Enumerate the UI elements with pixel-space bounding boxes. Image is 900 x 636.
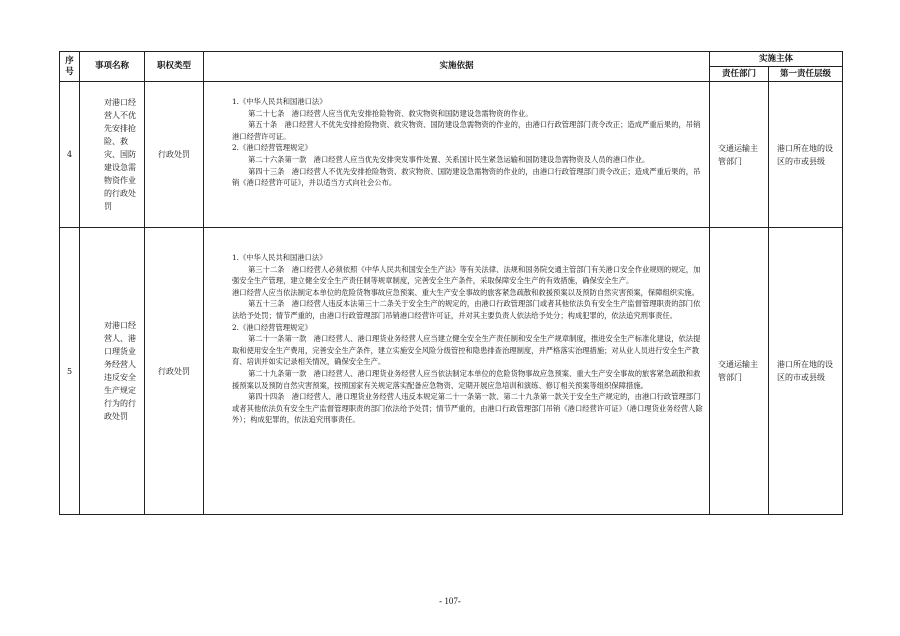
row-dept: 交通运输主管部门: [710, 228, 769, 515]
basis-para: 2.《港口经营管理规定》: [232, 322, 312, 332]
table-row: [60, 228, 843, 515]
basis-para: 2.《港口经营管理规定》: [232, 143, 312, 153]
basis-para: 1.《中华人民共和国港口法》: [232, 253, 327, 262]
row-seq: 5: [60, 228, 80, 515]
basis-para: 第二十六条第一款 港口经营人应当优先安排突发事件处置、关系国计民生紧急运输和国防建设急需物资及人员的港口作业。: [248, 154, 650, 164]
header-subject: 实施主体: [710, 52, 843, 67]
row-type: 行政处罚: [145, 228, 204, 515]
row-name: 对港口经营人、港口理货业务经营人违反安全生产规定行为的行政处罚: [80, 228, 145, 515]
basis-para: 第四十四条 港口经营人、港口理货业务经营人违反本规定第二十一条第一款、第二十九条第一款关于安全生产规定的，由港口行政管理部门或者其他依法负有安全生产监督管理职责的部门依法给予处罚；情节严重的，由港口行政管理部门吊销《港口经营许可证》（港口理货业务经营人除外）；构成犯罪的，依法追究刑事责任。: [232, 392, 703, 425]
basis-para: 第三十二条 港口经营人必须依照《中华人民共和国安全生产法》等有关法律、法规和国务院交通主管部门有关港口安全作业规则的规定，加强安全生产管理，建立健全安全生产责任制等规章制度，完善安全生产条件，采取保障安全生产的有效措施，确保安全生产。: [232, 264, 701, 286]
basis-para: 第五十条 港口经营人不优先安排抢险物资、救灾物资、国防建设急需物资的作业的，由港口行政管理部门责令改正；造成严重后果的，吊销港口经营许可证。: [232, 120, 701, 141]
header-seq: 序号: [60, 52, 80, 82]
table-row: [60, 82, 843, 228]
row-name: 对港口经营人不优先安排抢险、救灾、国防建设急需物资作业的行政处罚: [80, 82, 145, 228]
basis-para: 1.《中华人民共和国港口法》: [232, 97, 327, 106]
basis-para: 第五十三条 港口经营人违反本法第三十二条关于安全生产的规定的，由港口行政管理部门或者其他依法负有安全生产监督管理职责的部门依法给予处罚；情节严重的，由港口行政管理部门吊销港口经营许可证，并对其主要负责人依法给予处分；构成犯罪的，依法追究刑事责任。: [232, 299, 701, 320]
basis-para: 第二十七条 港口经营人应当优先安排抢险物资、救灾物资和国防建设急需物资的作业。: [248, 108, 533, 118]
basis-para: 第二十九条第一款 港口经营人、港口理货业务经营人应当依法制定本单位的危险货物事故应急预案、重大生产安全事故的旅客紧急疏散和救援预案以及预防自然灾害预案，按照国家有关规定落实配备应急物资、定期开展应急培训和演练、修订相关预案等组织保障措施。: [232, 368, 701, 390]
row-level: 港口所在地的设区的市或县级: [769, 82, 843, 228]
basis-para: 第四十三条 港口经营人不优先安排抢险物资、救灾物资、国防建设急需物资的作业的，由港口行政管理部门责令改正；造成严重后果的，吊销《港口经营许可证》，并以适当方式向社会公布。: [232, 166, 701, 188]
row-dept: 交通运输主管部门: [710, 82, 769, 228]
row-basis: [204, 228, 710, 515]
row-type: 行政处罚: [145, 82, 204, 228]
basis-para: 港口经营人应当依法制定本单位的危险货物事故应急预案、重大生产安全事故的旅客紧急疏散和救援预案以及预防自然灾害预案，保障组织实施。: [232, 287, 699, 297]
row-level: 港口所在地的设区的市或县级: [769, 228, 843, 515]
row-basis: [204, 82, 710, 228]
header-type: 职权类型: [145, 52, 204, 82]
row-seq: 4: [60, 82, 80, 228]
page-number: - 107-: [439, 596, 461, 606]
header-name: 事项名称: [80, 52, 145, 82]
header-level: 第一责任层级: [769, 67, 843, 82]
matters-table: [59, 51, 843, 515]
header-basis: 实施依据: [204, 52, 710, 82]
header-dept: 责任部门: [710, 67, 769, 82]
basis-para: 第二十一条第一款 港口经营人、港口理货业务经营人应当建立健全安全生产责任制和安全生产规章制度，推进安全生产标准化建设，依法提取和使用安全生产费用，完善安全生产条件，建立实施安全风险分级管控和隐患排查治理制度，并严格落实治理措施；对从业人员进行安全生产教育、培训并如实记录相关情况，确保安全生产。: [232, 334, 701, 367]
